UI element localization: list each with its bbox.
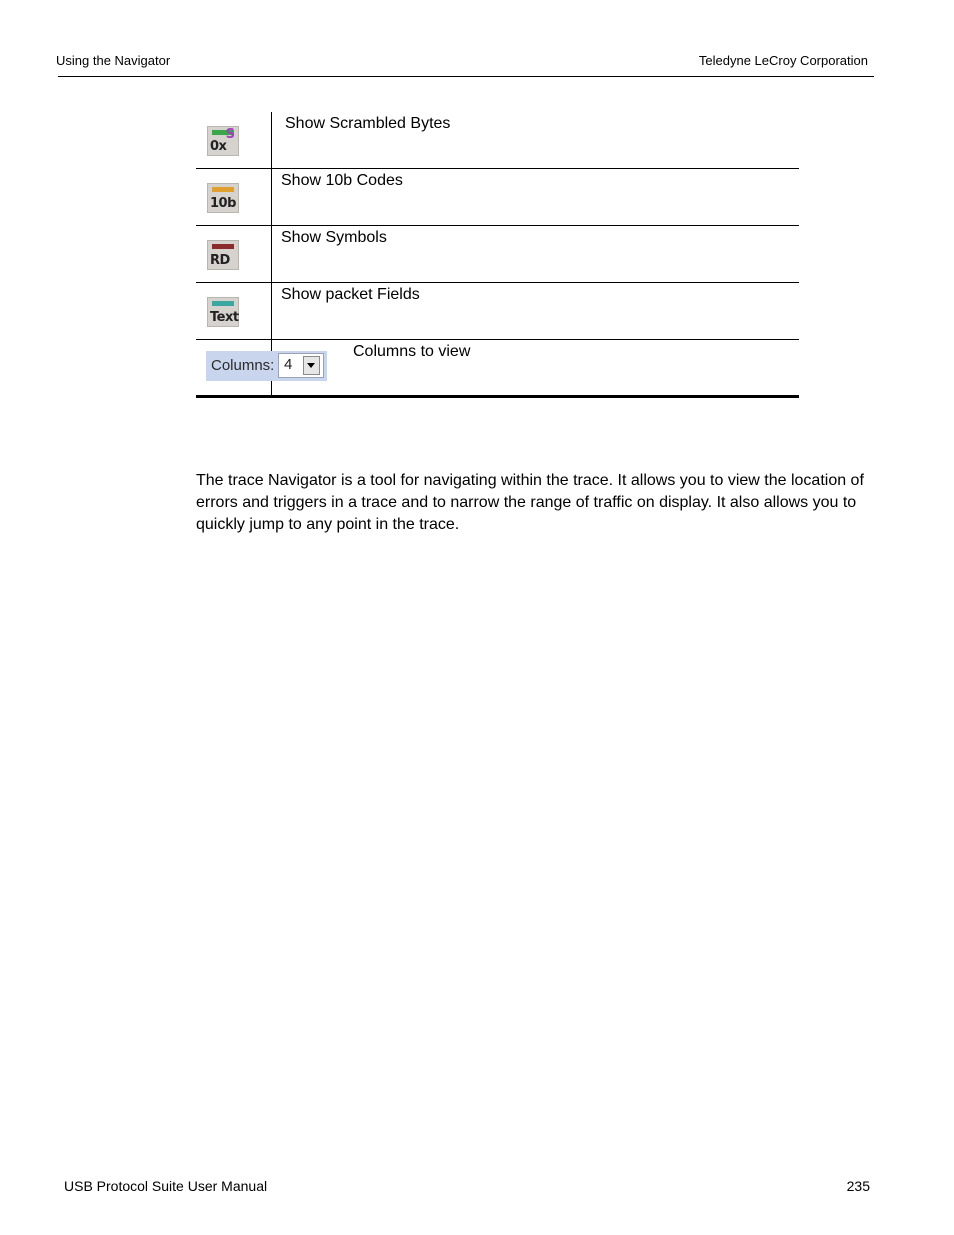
10b-codes-icon[interactable]	[207, 183, 239, 213]
chevron-down-icon	[307, 363, 315, 368]
table-row	[196, 283, 799, 340]
columns-select-label: Columns:	[211, 357, 275, 374]
icon-glyph: 0x	[210, 139, 227, 154]
header-section-title: Using the Navigator	[56, 53, 171, 68]
icon-color-strip	[212, 301, 234, 306]
packet-fields-icon[interactable]	[207, 297, 239, 327]
row-label: Columns to view	[353, 343, 471, 360]
table-row	[196, 340, 799, 398]
symbols-icon[interactable]	[207, 240, 239, 270]
columns-select-value: 4	[284, 356, 293, 373]
row-label: Show Symbols	[281, 229, 387, 246]
header-divider	[58, 76, 874, 77]
icon-glyph: RD	[210, 253, 230, 268]
icon-glyph: 10b	[210, 196, 236, 211]
scrambled-bytes-icon[interactable]	[207, 126, 239, 156]
icon-color-strip	[212, 244, 234, 249]
icon-glyph: Text	[210, 310, 239, 325]
icon-glyph-extra: S	[225, 127, 235, 142]
column-divider	[271, 283, 272, 339]
row-label: Show packet Fields	[281, 286, 420, 303]
row-label: Show Scrambled Bytes	[285, 115, 451, 132]
footer-manual-title: USB Protocol Suite User Manual	[64, 1178, 268, 1194]
dropdown-button[interactable]	[303, 356, 320, 375]
footer-page-number: 235	[846, 1178, 870, 1194]
column-divider	[271, 169, 272, 225]
column-divider	[271, 226, 272, 282]
column-divider	[271, 112, 272, 168]
body-paragraph: The trace Navigator is a tool for navigating within the trace. It allows you to view the location of errors and triggers in a trace and to narrow the range of traffic on display. It also allows you to quickly jump to any point in the trace.	[196, 472, 864, 533]
table-row	[196, 112, 799, 169]
table-row	[196, 226, 799, 283]
table-row	[196, 169, 799, 226]
toolbar-icons-table	[196, 112, 799, 398]
columns-select[interactable]	[206, 351, 327, 381]
columns-select-box[interactable]	[278, 353, 324, 378]
icon-color-strip	[212, 187, 234, 192]
row-label: Show 10b Codes	[281, 172, 403, 189]
header-company: Teledyne LeCroy Corporation	[698, 53, 868, 68]
